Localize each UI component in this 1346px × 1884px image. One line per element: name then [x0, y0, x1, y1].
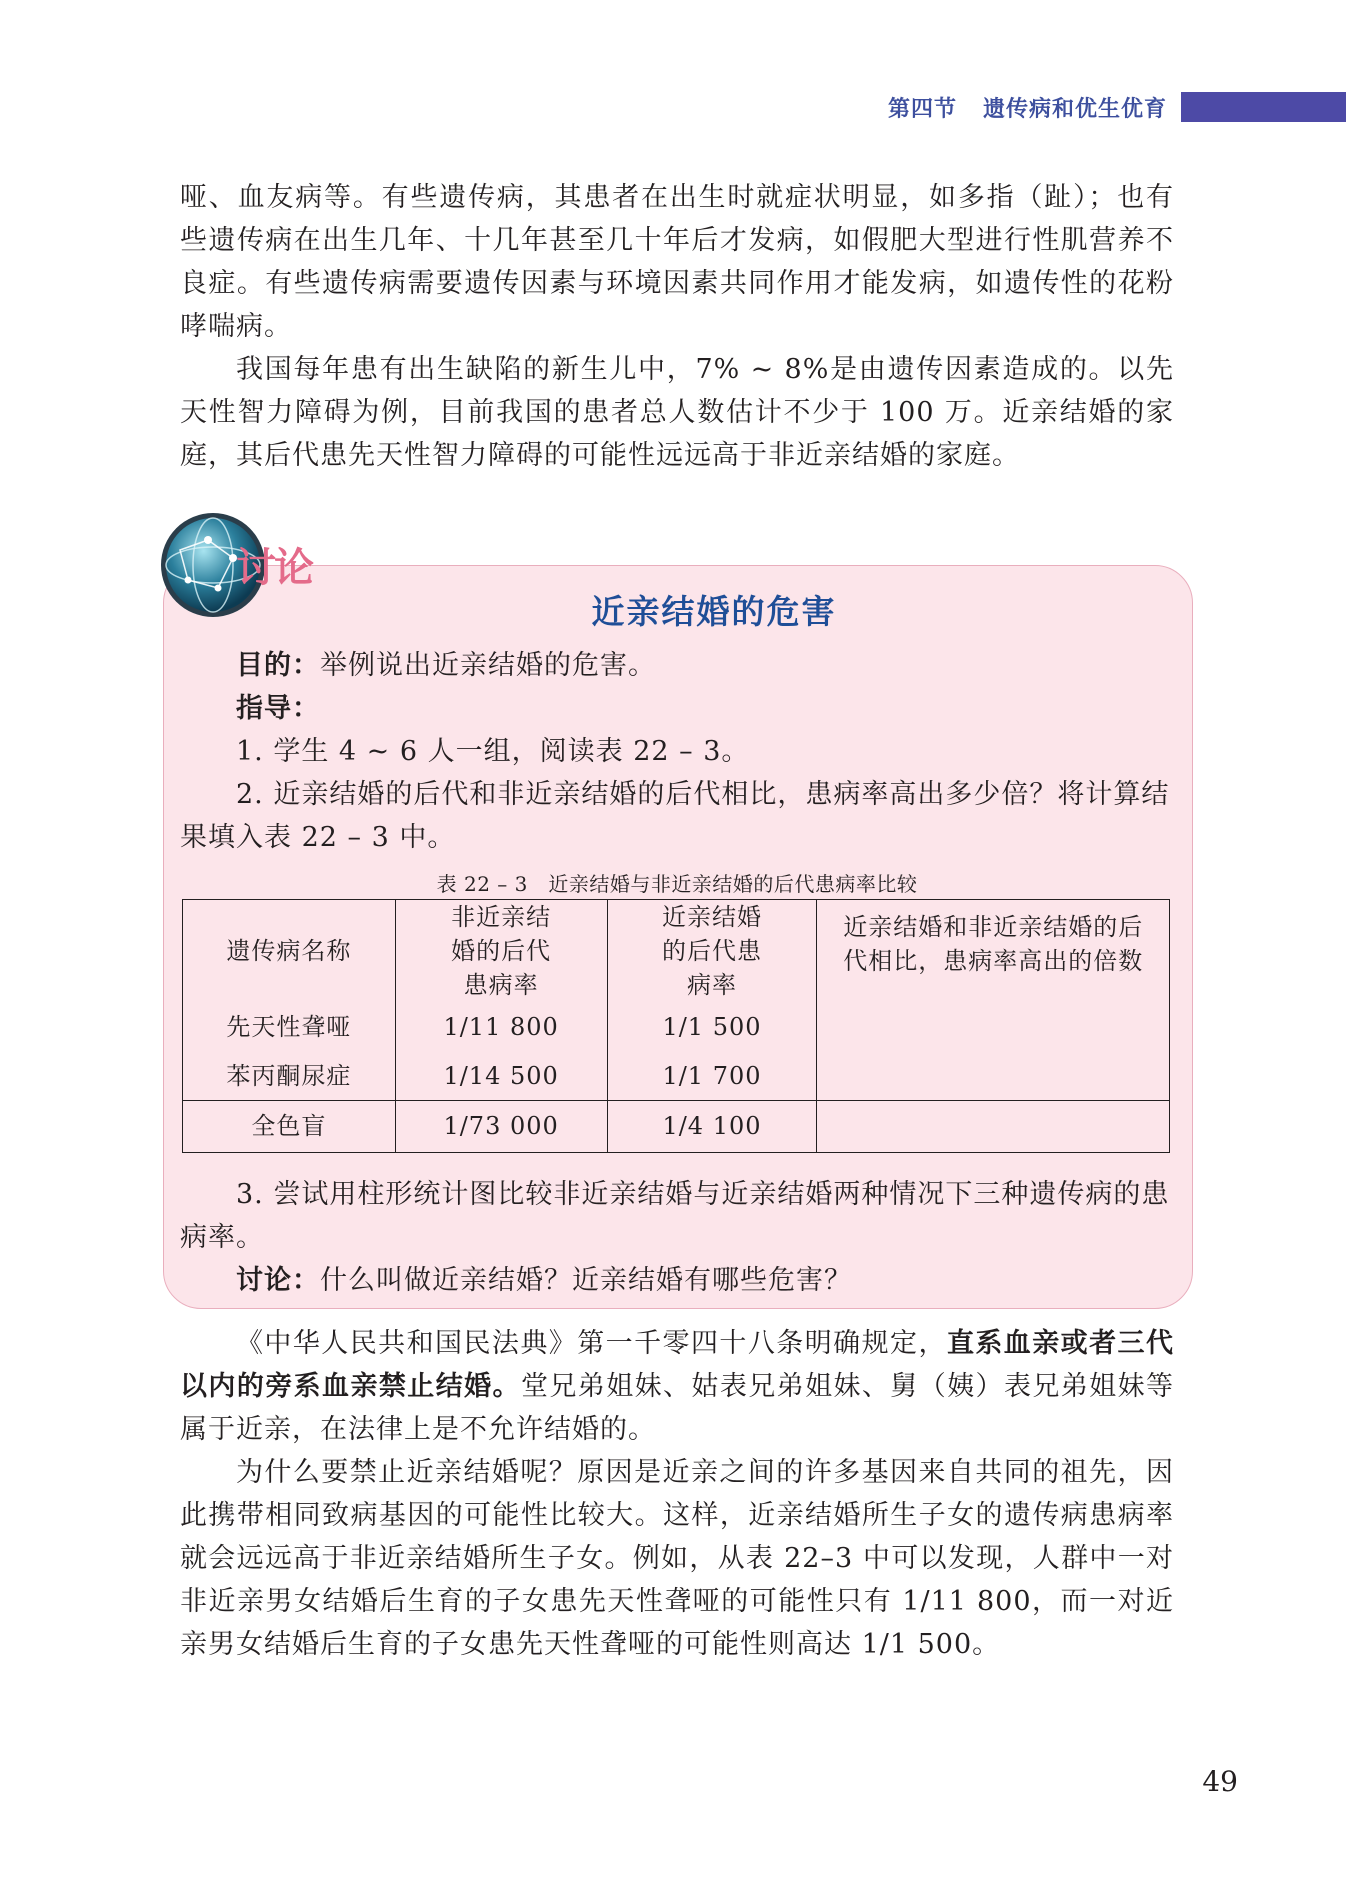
- paragraph-2: 我国每年患有出生缺陷的新生儿中，7% ~ 8%是由遗传因素造成的。以先天性智力障碍为例，目前我国的患者总人数估计不少于 100 万。近亲结婚的家庭，其后代患先天性智力障碍的可能性远远高于非近亲结婚的家庭。: [180, 354, 1174, 471]
- step-1: 1. 学生 4 ~ 6 人一组，阅读表 22 – 3。: [236, 736, 750, 767]
- discussion-title: 近亲结婚的危害: [591, 592, 837, 631]
- table-cell: 1/11 800: [395, 1002, 607, 1052]
- paragraph-3-bold: 直系血亲或者三代以内的旁系血亲禁止结婚。: [180, 1328, 1174, 1402]
- purpose-text: 举例说出近亲结婚的危害。: [320, 650, 656, 681]
- paragraph-4: 为什么要禁止近亲结婚呢？原因是近亲之间的许多基因来自共同的祖先，因此携带相同致病基因的可能性比较大。这样，近亲结婚所生子女的遗传病患病率就会远远高于非近亲结婚所生子女。例如，从表 22–3 中可以发现，人群中一对非近亲男女结婚后生育的子女患先天性聋哑的可能性只有 1/11 800，而一对近亲男女结婚后生育的子女患先天性聋哑的可能性则高达 1/1 500。: [180, 1457, 1174, 1660]
- table-cell: 1/73 000: [395, 1100, 607, 1152]
- comparison-table: [182, 899, 1170, 1153]
- table-cell: 1/14 500: [395, 1052, 607, 1100]
- discussion-body: [180, 644, 1174, 1302]
- header-bar: [1181, 92, 1346, 122]
- table-cell: 1/1 500: [607, 1002, 817, 1052]
- table-cell: [817, 1100, 1170, 1152]
- paragraph-1: 哑、血友病等。有些遗传病，其患者在出生时就症状明显，如多指（趾）；也有些遗传病在出生几年、十几年甚至几十年后才发病，如假肥大型进行性肌营养不良症。有些遗传病需要遗传因素与环境因素共同作用才能发病，如遗传性的花粉哮喘病。: [180, 182, 1174, 342]
- table-caption: 表 22 – 3 近亲结婚与非近亲结婚的后代患病率比较: [436, 872, 918, 896]
- body-text-bottom: [180, 1322, 1174, 1666]
- running-header: [888, 92, 1346, 122]
- section-title: 遗传病和优生优育: [982, 96, 1167, 122]
- table-cell: 苯丙酮尿症: [183, 1052, 396, 1100]
- discussion-badge: 讨论: [236, 545, 312, 591]
- discuss-text: 什么叫做近亲结婚？近亲结婚有哪些危害？: [320, 1264, 852, 1296]
- guide-label: 指导：: [236, 693, 320, 724]
- page-number: 49: [1202, 1765, 1238, 1798]
- table-cell: 先天性聋哑: [183, 1002, 396, 1052]
- table-cell: 全色盲: [183, 1100, 396, 1152]
- table-header-cell: 近亲结婚的后代患病率: [607, 900, 817, 1003]
- paragraph-3-end: 堂兄弟姐妹、姑表兄弟姐妹、舅（姨）表兄弟姐妹等属于近亲，在法律上是不允许结婚的。: [180, 1371, 1175, 1445]
- table-header-cell: 非近亲结婚的后代患病率: [395, 900, 607, 1003]
- discussion-box: [163, 565, 1193, 1309]
- paragraph-3-start: 《中华人民共和国民法典》第一千零四十八条明确规定，: [236, 1328, 947, 1359]
- step-3: 3. 尝试用柱形统计图比较非近亲结婚与近亲结婚两种情况下三种遗传病的患病率。: [180, 1178, 1170, 1253]
- section-number: 第四节: [887, 96, 957, 122]
- discuss-label: 讨论：: [236, 1264, 320, 1296]
- table-cell: 1/4 100: [607, 1100, 817, 1152]
- table-cell: 1/1 700: [607, 1052, 817, 1100]
- purpose-label: 目的：: [236, 650, 320, 681]
- table-header-cell: 遗传病名称: [183, 900, 396, 1003]
- step-2: 2. 近亲结婚的后代和非近亲结婚的后代相比，患病率高出多少倍？将计算结果填入表 22 – 3 中。: [180, 779, 1170, 853]
- body-text-top: [180, 176, 1174, 477]
- table-header-cell: 近亲结婚和非近亲结婚的后代相比，患病率高出的倍数: [817, 900, 1170, 1101]
